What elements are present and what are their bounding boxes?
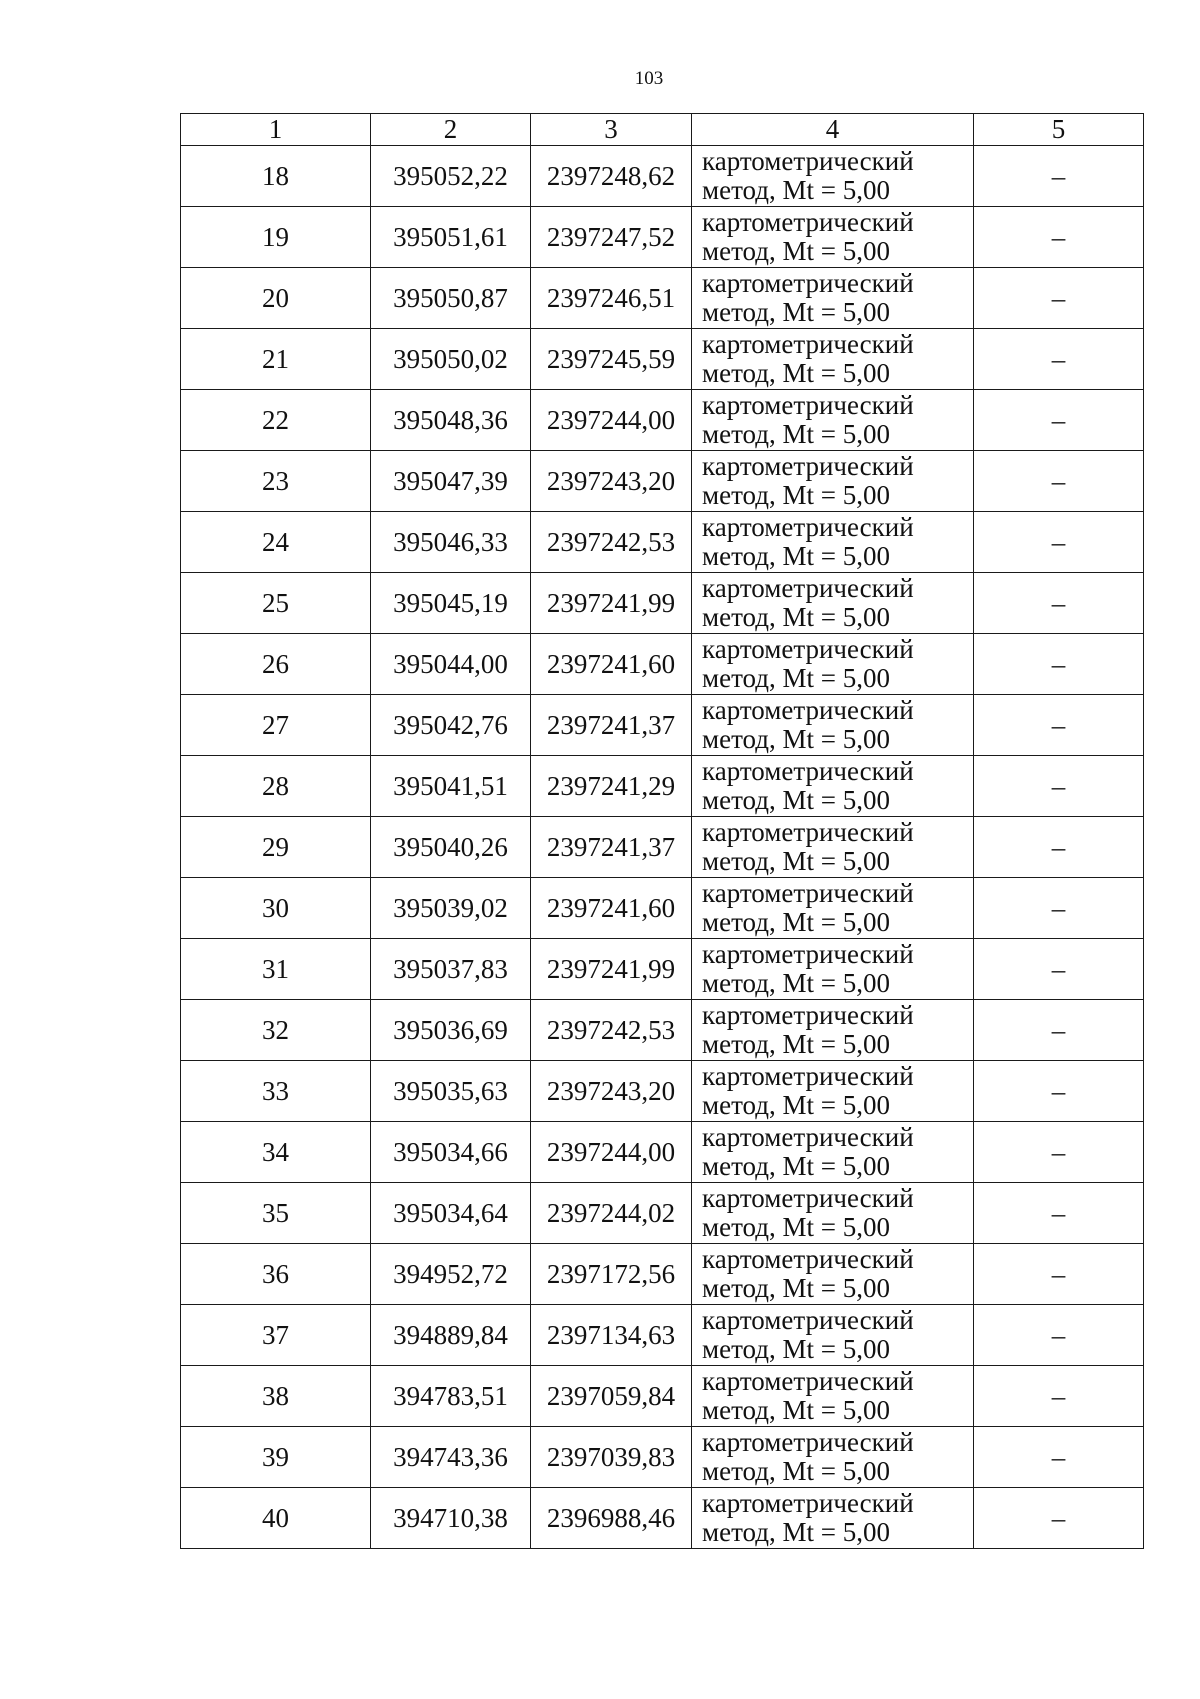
- table-body: [181, 146, 1144, 1549]
- table-row: [181, 756, 1144, 817]
- x-coordinate-cell: 395035,63: [371, 1061, 531, 1122]
- table-row: [181, 1183, 1144, 1244]
- x-coordinate-cell: 394743,36: [371, 1427, 531, 1488]
- header-row: [181, 114, 1144, 146]
- point-number-cell: 24: [181, 512, 371, 573]
- method-cell: [692, 1000, 974, 1061]
- method-line-2: метод, Mt = 5,00: [702, 1090, 890, 1120]
- coordinates-table: [180, 113, 1144, 1549]
- y-coordinate-cell: 2397241,60: [531, 634, 692, 695]
- table-row: [181, 1427, 1144, 1488]
- x-coordinate-cell: 395050,02: [371, 329, 531, 390]
- method-line-2: метод, Mt = 5,00: [702, 907, 890, 937]
- table-row: [181, 878, 1144, 939]
- method-line-1: картометрический: [702, 1244, 914, 1274]
- method-line-1: картометрический: [702, 146, 914, 176]
- method-line-1: картометрический: [702, 1183, 914, 1213]
- method-line-1: картометрический: [702, 634, 914, 664]
- y-coordinate-cell: 2397039,83: [531, 1427, 692, 1488]
- method-line-1: картометрический: [702, 268, 914, 298]
- x-coordinate-cell: 395051,61: [371, 207, 531, 268]
- method-cell: [692, 268, 974, 329]
- x-coordinate-cell: 395037,83: [371, 939, 531, 1000]
- method-cell: [692, 390, 974, 451]
- method-cell: [692, 146, 974, 207]
- x-coordinate-cell: 394710,38: [371, 1488, 531, 1549]
- y-coordinate-cell: 2397243,20: [531, 451, 692, 512]
- y-coordinate-cell: 2397241,60: [531, 878, 692, 939]
- column-5-cell: –: [974, 390, 1144, 451]
- point-number-cell: 32: [181, 1000, 371, 1061]
- method-line-2: метод, Mt = 5,00: [702, 358, 890, 388]
- method-cell: [692, 451, 974, 512]
- x-coordinate-cell: 395034,64: [371, 1183, 531, 1244]
- column-5-cell: –: [974, 1122, 1144, 1183]
- y-coordinate-cell: 2397245,59: [531, 329, 692, 390]
- method-line-1: картометрический: [702, 817, 914, 847]
- column-5-cell: –: [974, 573, 1144, 634]
- y-coordinate-cell: 2397248,62: [531, 146, 692, 207]
- x-coordinate-cell: 395047,39: [371, 451, 531, 512]
- method-line-2: метод, Mt = 5,00: [702, 1334, 890, 1364]
- point-number-cell: 22: [181, 390, 371, 451]
- point-number-cell: 38: [181, 1366, 371, 1427]
- method-cell: [692, 1061, 974, 1122]
- header-col-4: 4: [692, 114, 974, 146]
- table-row: [181, 1244, 1144, 1305]
- y-coordinate-cell: 2397244,02: [531, 1183, 692, 1244]
- x-coordinate-cell: 395044,00: [371, 634, 531, 695]
- method-line-1: картометрический: [702, 390, 914, 420]
- y-coordinate-cell: 2396988,46: [531, 1488, 692, 1549]
- table-row: [181, 939, 1144, 1000]
- y-coordinate-cell: 2397241,99: [531, 573, 692, 634]
- column-5-cell: –: [974, 695, 1144, 756]
- column-5-cell: –: [974, 1305, 1144, 1366]
- method-line-2: метод, Mt = 5,00: [702, 1395, 890, 1425]
- header-col-1: 1: [181, 114, 371, 146]
- method-cell: [692, 207, 974, 268]
- method-cell: [692, 329, 974, 390]
- point-number-cell: 18: [181, 146, 371, 207]
- column-5-cell: –: [974, 939, 1144, 1000]
- method-line-2: метод, Mt = 5,00: [702, 602, 890, 632]
- method-cell: [692, 1122, 974, 1183]
- table-row: [181, 329, 1144, 390]
- point-number-cell: 36: [181, 1244, 371, 1305]
- point-number-cell: 27: [181, 695, 371, 756]
- method-line-1: картометрический: [702, 451, 914, 481]
- point-number-cell: 37: [181, 1305, 371, 1366]
- point-number-cell: 20: [181, 268, 371, 329]
- page-number: 103: [634, 68, 664, 89]
- method-line-1: картометрический: [702, 1061, 914, 1091]
- x-coordinate-cell: 395045,19: [371, 573, 531, 634]
- column-5-cell: –: [974, 1366, 1144, 1427]
- method-line-1: картометрический: [702, 1366, 914, 1396]
- header-col-5: 5: [974, 114, 1144, 146]
- method-line-1: картометрический: [702, 756, 914, 786]
- point-number-cell: 21: [181, 329, 371, 390]
- x-coordinate-cell: 395036,69: [371, 1000, 531, 1061]
- column-5-cell: –: [974, 1183, 1144, 1244]
- x-coordinate-cell: 395042,76: [371, 695, 531, 756]
- x-coordinate-cell: 395046,33: [371, 512, 531, 573]
- column-5-cell: –: [974, 1488, 1144, 1549]
- method-line-2: метод, Mt = 5,00: [702, 1151, 890, 1181]
- method-line-1: картометрический: [702, 1000, 914, 1030]
- x-coordinate-cell: 395052,22: [371, 146, 531, 207]
- method-line-2: метод, Mt = 5,00: [702, 968, 890, 998]
- column-5-cell: –: [974, 1061, 1144, 1122]
- method-cell: [692, 1488, 974, 1549]
- method-line-1: картометрический: [702, 939, 914, 969]
- method-cell: [692, 634, 974, 695]
- x-coordinate-cell: 394952,72: [371, 1244, 531, 1305]
- method-cell: [692, 817, 974, 878]
- method-cell: [692, 1427, 974, 1488]
- y-coordinate-cell: 2397059,84: [531, 1366, 692, 1427]
- method-line-1: картометрический: [702, 573, 914, 603]
- y-coordinate-cell: 2397242,53: [531, 1000, 692, 1061]
- point-number-cell: 33: [181, 1061, 371, 1122]
- y-coordinate-cell: 2397242,53: [531, 512, 692, 573]
- x-coordinate-cell: 395039,02: [371, 878, 531, 939]
- table-row: [181, 451, 1144, 512]
- column-5-cell: –: [974, 1244, 1144, 1305]
- method-line-2: метод, Mt = 5,00: [702, 1273, 890, 1303]
- method-line-1: картометрический: [702, 1305, 914, 1335]
- method-line-2: метод, Mt = 5,00: [702, 419, 890, 449]
- header-col-2: 2: [371, 114, 531, 146]
- table-row: [181, 1366, 1144, 1427]
- x-coordinate-cell: 394889,84: [371, 1305, 531, 1366]
- method-line-2: метод, Mt = 5,00: [702, 846, 890, 876]
- x-coordinate-cell: 395050,87: [371, 268, 531, 329]
- method-line-1: картометрический: [702, 1122, 914, 1152]
- method-line-1: картометрический: [702, 1488, 914, 1518]
- table-row: [181, 512, 1144, 573]
- point-number-cell: 34: [181, 1122, 371, 1183]
- table-row: [181, 390, 1144, 451]
- y-coordinate-cell: 2397244,00: [531, 1122, 692, 1183]
- x-coordinate-cell: 394783,51: [371, 1366, 531, 1427]
- column-5-cell: –: [974, 512, 1144, 573]
- column-5-cell: –: [974, 451, 1144, 512]
- method-line-2: метод, Mt = 5,00: [702, 480, 890, 510]
- table-row: [181, 1122, 1144, 1183]
- method-line-1: картометрический: [702, 695, 914, 725]
- table-row: [181, 1305, 1144, 1366]
- method-line-2: метод, Mt = 5,00: [702, 236, 890, 266]
- column-5-cell: –: [974, 756, 1144, 817]
- method-line-2: метод, Mt = 5,00: [702, 297, 890, 327]
- point-number-cell: 30: [181, 878, 371, 939]
- method-line-1: картометрический: [702, 512, 914, 542]
- column-5-cell: –: [974, 268, 1144, 329]
- method-cell: [692, 1366, 974, 1427]
- point-number-cell: 39: [181, 1427, 371, 1488]
- point-number-cell: 35: [181, 1183, 371, 1244]
- method-cell: [692, 939, 974, 1000]
- point-number-cell: 19: [181, 207, 371, 268]
- x-coordinate-cell: 395034,66: [371, 1122, 531, 1183]
- y-coordinate-cell: 2397172,56: [531, 1244, 692, 1305]
- column-5-cell: –: [974, 207, 1144, 268]
- y-coordinate-cell: 2397241,37: [531, 817, 692, 878]
- table-row: [181, 1061, 1144, 1122]
- method-line-2: метод, Mt = 5,00: [702, 663, 890, 693]
- method-cell: [692, 512, 974, 573]
- y-coordinate-cell: 2397247,52: [531, 207, 692, 268]
- point-number-cell: 25: [181, 573, 371, 634]
- method-line-2: метод, Mt = 5,00: [702, 724, 890, 754]
- header-col-3: 3: [531, 114, 692, 146]
- method-line-1: картометрический: [702, 878, 914, 908]
- x-coordinate-cell: 395041,51: [371, 756, 531, 817]
- column-5-cell: –: [974, 817, 1144, 878]
- table-row: [181, 695, 1144, 756]
- method-line-1: картометрический: [702, 1427, 914, 1457]
- method-cell: [692, 1305, 974, 1366]
- method-cell: [692, 878, 974, 939]
- point-number-cell: 23: [181, 451, 371, 512]
- column-5-cell: –: [974, 1427, 1144, 1488]
- x-coordinate-cell: 395048,36: [371, 390, 531, 451]
- table-header: [181, 114, 1144, 146]
- point-number-cell: 29: [181, 817, 371, 878]
- table-row: [181, 146, 1144, 207]
- point-number-cell: 28: [181, 756, 371, 817]
- table-row: [181, 634, 1144, 695]
- point-number-cell: 26: [181, 634, 371, 695]
- column-5-cell: –: [974, 329, 1144, 390]
- y-coordinate-cell: 2397241,37: [531, 695, 692, 756]
- column-5-cell: –: [974, 878, 1144, 939]
- method-cell: [692, 573, 974, 634]
- method-cell: [692, 756, 974, 817]
- column-5-cell: –: [974, 634, 1144, 695]
- method-line-2: метод, Mt = 5,00: [702, 1456, 890, 1486]
- column-5-cell: –: [974, 146, 1144, 207]
- method-cell: [692, 1244, 974, 1305]
- y-coordinate-cell: 2397243,20: [531, 1061, 692, 1122]
- method-line-2: метод, Mt = 5,00: [702, 1517, 890, 1547]
- y-coordinate-cell: 2397244,00: [531, 390, 692, 451]
- table-row: [181, 1000, 1144, 1061]
- method-cell: [692, 695, 974, 756]
- point-number-cell: 40: [181, 1488, 371, 1549]
- y-coordinate-cell: 2397241,29: [531, 756, 692, 817]
- y-coordinate-cell: 2397134,63: [531, 1305, 692, 1366]
- method-line-1: картометрический: [702, 207, 914, 237]
- table-row: [181, 817, 1144, 878]
- y-coordinate-cell: 2397241,99: [531, 939, 692, 1000]
- method-line-1: картометрический: [702, 329, 914, 359]
- table-row: [181, 573, 1144, 634]
- table-row: [181, 268, 1144, 329]
- method-line-2: метод, Mt = 5,00: [702, 541, 890, 571]
- method-line-2: метод, Mt = 5,00: [702, 175, 890, 205]
- table-row: [181, 207, 1144, 268]
- column-5-cell: –: [974, 1000, 1144, 1061]
- method-line-2: метод, Mt = 5,00: [702, 785, 890, 815]
- x-coordinate-cell: 395040,26: [371, 817, 531, 878]
- method-line-2: метод, Mt = 5,00: [702, 1212, 890, 1242]
- y-coordinate-cell: 2397246,51: [531, 268, 692, 329]
- method-line-2: метод, Mt = 5,00: [702, 1029, 890, 1059]
- method-cell: [692, 1183, 974, 1244]
- point-number-cell: 31: [181, 939, 371, 1000]
- table-row: [181, 1488, 1144, 1549]
